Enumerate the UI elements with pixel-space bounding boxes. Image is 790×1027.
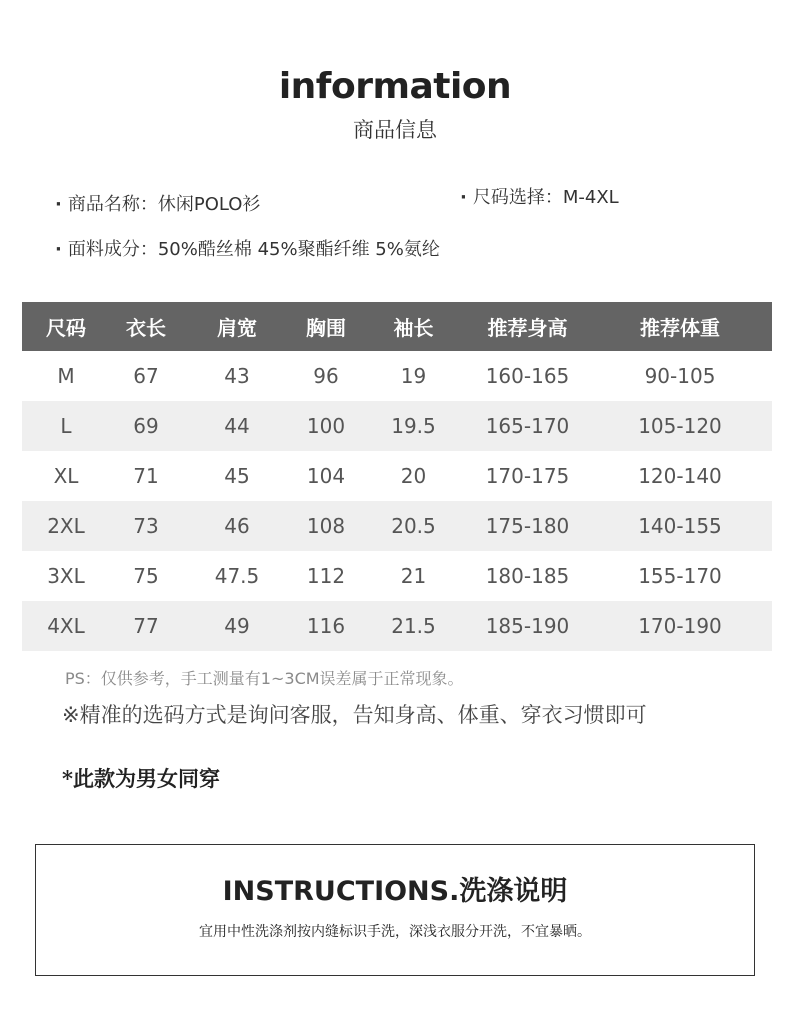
table-cell: 77 — [110, 601, 182, 651]
table-cell: 44 — [182, 401, 292, 451]
header-sleeve: 袖长 — [360, 302, 467, 351]
table-cell: 104 — [306, 464, 346, 488]
fabric-info — [55, 235, 440, 261]
bullet-icon: · — [55, 194, 62, 215]
header-size: 尺码 — [22, 302, 110, 351]
table-cell: 43 — [224, 364, 250, 388]
size-range-info — [460, 183, 619, 209]
table-header-row — [22, 302, 772, 351]
table-cell: 49 — [182, 601, 292, 651]
table-cell: 4XL — [22, 601, 110, 651]
product-name-info — [55, 190, 260, 216]
header-length: 衣长 — [110, 302, 182, 351]
table-cell: 96 — [313, 364, 339, 388]
table-cell: 19 — [400, 364, 427, 388]
table-cell: 100 — [292, 401, 360, 451]
table-row — [22, 601, 772, 651]
measurement-note: PS：仅供参考，手工测量有1~3CM误差属于正常现象。 — [65, 669, 464, 688]
table-cell: 160-165 — [485, 364, 570, 388]
instructions-text: 宜用中性洗涤剂按内缝标识手洗，深浅衣服分开洗，不宜暴晒。 — [199, 924, 591, 940]
header-chest: 胸围 — [292, 302, 360, 351]
page-title: information — [278, 66, 512, 107]
table-cell: XL — [53, 464, 79, 488]
table-cell: 67 — [133, 364, 159, 388]
size-chart-table — [22, 302, 772, 651]
unisex-note: *此款为男女同穿 — [62, 766, 220, 791]
table-row — [22, 401, 772, 451]
table-cell: 120-140 — [638, 464, 722, 488]
header-height: 推荐身高 — [467, 302, 588, 351]
table-cell: 20 — [400, 464, 427, 488]
table-cell: 105-120 — [588, 401, 772, 451]
table-cell: 170-175 — [485, 464, 570, 488]
table-cell: 21.5 — [360, 601, 467, 651]
table-cell: 140-155 — [588, 501, 772, 551]
table-cell: 170-190 — [588, 601, 772, 651]
table-cell: 47.5 — [214, 564, 260, 588]
table-cell: 3XL — [47, 564, 85, 588]
table-cell: L — [22, 401, 110, 451]
size-advice-note: ※精准的选码方式是询问客服，告知身高、体重、穿衣习惯即可 — [62, 703, 647, 727]
table-row — [22, 451, 772, 501]
table-cell: 69 — [110, 401, 182, 451]
table-cell: 175-180 — [467, 501, 588, 551]
table-cell: 185-190 — [467, 601, 588, 651]
fabric-text: 面料成分：50%酷丝棉 45%聚酯纤维 5%氨纶 — [67, 239, 440, 260]
header-weight: 推荐体重 — [588, 302, 772, 351]
bullet-icon: · — [460, 187, 467, 208]
table-cell: 20.5 — [360, 501, 467, 551]
table-cell: 108 — [292, 501, 360, 551]
table-cell: 116 — [292, 601, 360, 651]
table-cell: 46 — [182, 501, 292, 551]
table-cell: 112 — [306, 564, 346, 588]
washing-instructions-box — [35, 844, 755, 976]
table-cell: 75 — [133, 564, 159, 588]
bullet-icon: · — [55, 239, 62, 260]
page-subtitle: 商品信息 — [353, 118, 437, 142]
table-cell: 71 — [133, 464, 159, 488]
table-cell: 165-170 — [467, 401, 588, 451]
table-row — [22, 551, 772, 601]
table-cell: 90-105 — [644, 364, 716, 388]
table-cell: 73 — [110, 501, 182, 551]
table-row — [22, 351, 772, 401]
table-cell: 21 — [400, 564, 427, 588]
table-cell: 155-170 — [638, 564, 722, 588]
table-cell: M — [57, 364, 75, 388]
table-cell: 45 — [224, 464, 250, 488]
product-name-text: 商品名称：休闲POLO衫 — [67, 194, 261, 215]
table-cell: 2XL — [22, 501, 110, 551]
instructions-title: INSTRUCTIONS.洗涤说明 — [222, 876, 568, 907]
table-cell: 19.5 — [360, 401, 467, 451]
table-row — [22, 501, 772, 551]
size-range-text: 尺码选择：M-4XL — [472, 187, 619, 208]
header-shoulder: 肩宽 — [182, 302, 292, 351]
table-cell: 180-185 — [485, 564, 570, 588]
